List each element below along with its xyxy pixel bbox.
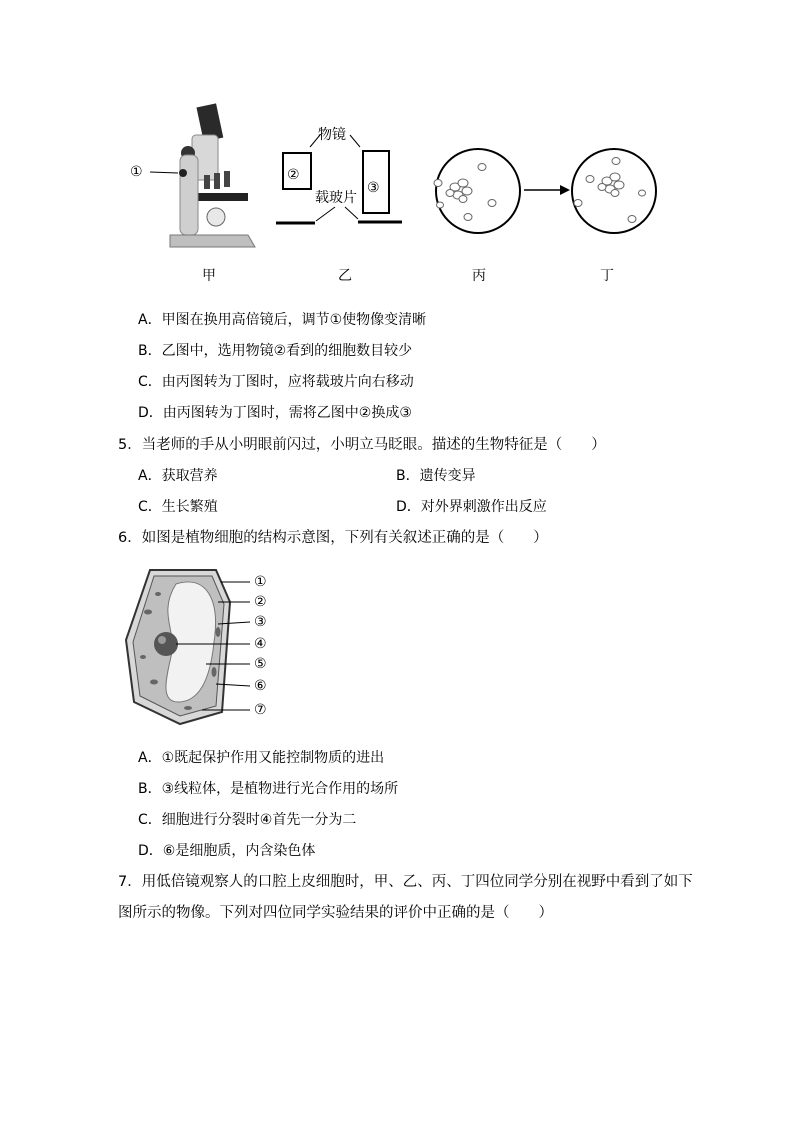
q4-option-a: A．甲图在换用高倍镜后，调节①使物像变清晰 — [138, 312, 427, 328]
q6-option-d: D．⑥是细胞质，内含染色体 — [138, 843, 316, 859]
field-view-bing — [434, 149, 520, 233]
q5-option-b: B．遗传变异 — [396, 468, 476, 484]
objective-2-label: ② — [287, 167, 300, 183]
microscope-drawing — [150, 103, 255, 247]
cell-label-7: ⑦ — [254, 702, 267, 718]
q6-option-c: C．细胞进行分裂时④首先一分为二 — [138, 812, 357, 828]
q7-stem-line1: 7．用低倍镜观察人的口腔上皮细胞时，甲、乙、丙、丁四位同学分别在视野中看到了如下 — [118, 874, 693, 890]
caption-ding: 丁 — [600, 268, 614, 284]
caption-jia: 甲 — [202, 268, 216, 284]
slide-label: 载玻片 — [315, 190, 357, 206]
cell-label-2: ② — [254, 594, 267, 610]
microscope-part-label: ① — [130, 164, 143, 180]
q4-option-d: D．由丙图转为丁图时，需将乙图中②换成③ — [138, 405, 412, 421]
q5-option-a: A．获取营养 — [138, 468, 218, 484]
q6-stem: 6．如图是植物细胞的结构示意图，下列有关叙述正确的是（ ） — [118, 530, 548, 546]
cell-label-3: ③ — [254, 614, 267, 630]
q4-option-b: B．乙图中，选用物镜②看到的细胞数目较少 — [138, 343, 413, 359]
q6-option-a: A．①既起保护作用又能控制物质的进出 — [138, 750, 385, 766]
caption-bing: 丙 — [472, 268, 486, 284]
q6-option-b: B．③线粒体，是植物进行光合作用的场所 — [138, 781, 399, 797]
q4-figure-drawing — [120, 95, 680, 290]
q5-stem: 5．当老师的手从小明眼前闪过，小明立马眨眼。描述的生物特征是（ ） — [118, 437, 606, 453]
q4-option-c: C．由丙图转为丁图时，应将载玻片向右移动 — [138, 374, 414, 390]
objective-3-label: ③ — [367, 180, 380, 196]
q5-option-d: D．对外界刺激作出反应 — [396, 499, 547, 515]
q5-option-c: C．生长繁殖 — [138, 499, 218, 515]
field-view-ding — [572, 149, 656, 233]
arrow-icon — [524, 185, 570, 195]
cell-label-6: ⑥ — [254, 678, 267, 694]
q4-figure — [120, 95, 680, 290]
cell-label-5: ⑤ — [254, 656, 267, 672]
cell-label-1: ① — [254, 574, 267, 590]
objective-label: 物镜 — [318, 127, 346, 143]
cell-label-4: ④ — [254, 636, 267, 652]
caption-yi: 乙 — [338, 268, 352, 284]
q7-stem-line2: 图所示的物像。下列对四位同学实验结果的评价中正确的是（ ） — [118, 905, 553, 921]
